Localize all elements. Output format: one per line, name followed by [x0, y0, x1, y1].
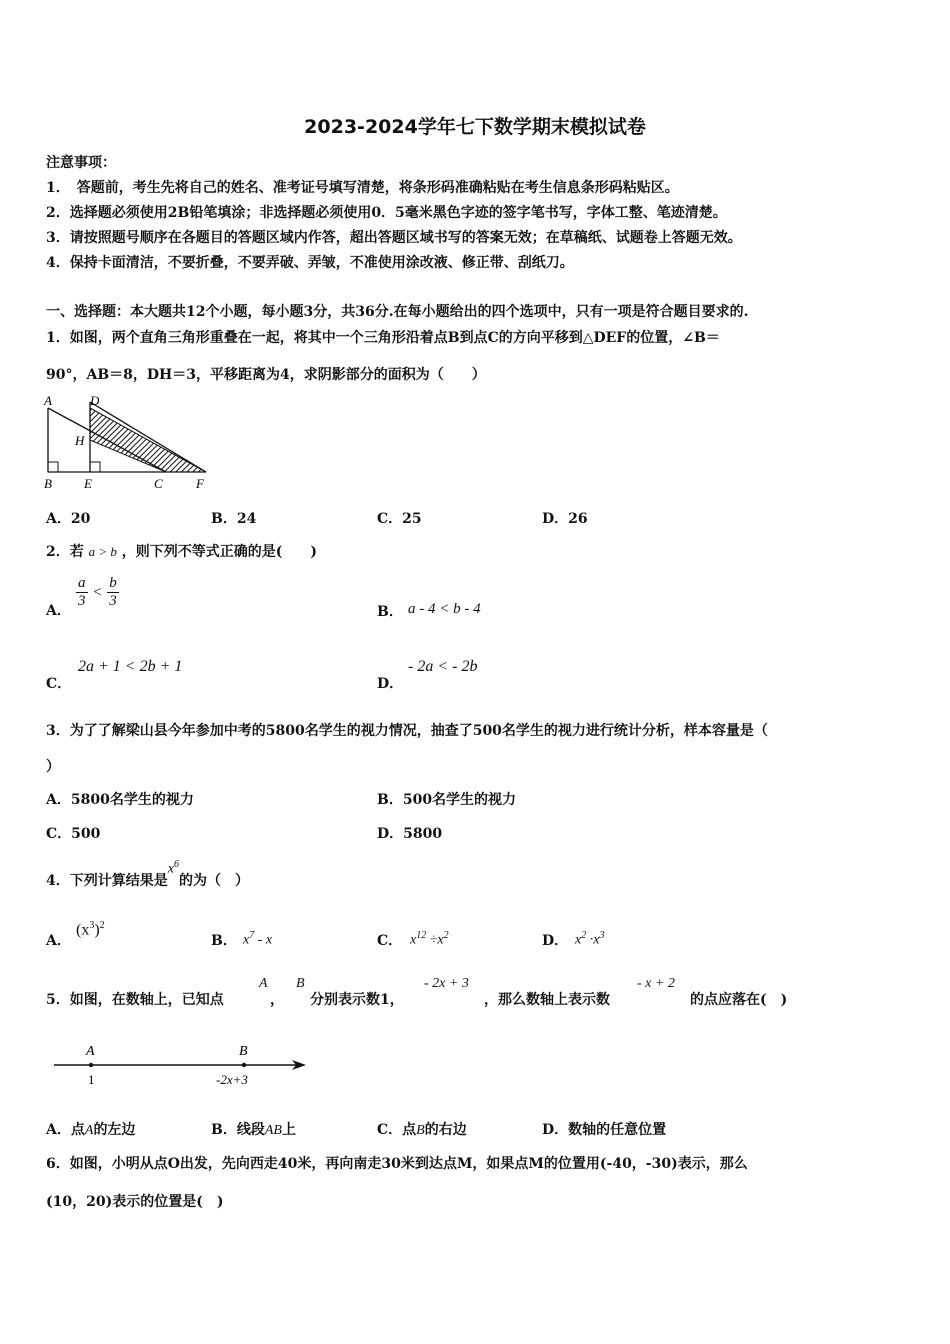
label-d: D	[90, 393, 100, 408]
q4-c-mid: ÷x	[426, 932, 444, 948]
q2-condition: a > b	[88, 544, 117, 559]
q3-line1: 3．为了了解梁山县今年参加中考的5800名学生的视力情况，抽查了500名学生的视力进行统计分析，样本容量是（	[46, 723, 768, 739]
q5-stem-pre: 5．如图，在数轴上，已知点	[46, 992, 224, 1008]
q1-option-d[interactable]: D．26	[542, 511, 588, 527]
q3-option-d[interactable]: D．5800	[377, 826, 443, 842]
q4-d-e2: 3	[599, 930, 605, 941]
q4-c-e1: 12	[416, 930, 427, 941]
q2-a-lt: <	[92, 584, 103, 601]
q4-a-e2: 2	[99, 920, 105, 931]
notice-item-4: 4．保持卡面清洁，不要折叠，不要弄破、弄皱，不准使用涂改液、修正带、刮纸刀。	[46, 255, 574, 271]
q2-option-c-label[interactable]: C．	[46, 676, 72, 692]
q2-post: ，则下列不等式正确的是( )	[121, 544, 318, 560]
q4-exp: 6	[173, 859, 179, 871]
q2-option-d-expr[interactable]: - 2a < - 2b	[408, 658, 478, 675]
q4-a-close: )	[94, 921, 100, 939]
q4-b-rest: - x	[254, 932, 273, 948]
q1-option-b[interactable]: B．24	[211, 511, 257, 527]
q1-triangle-figure	[40, 392, 220, 492]
axis-label-a: A	[86, 1044, 95, 1059]
q5-c-math: B	[416, 1123, 425, 1138]
q5-stem-expr1: - 2x + 3	[424, 976, 469, 991]
q4-option-a-expr[interactable]	[76, 920, 105, 939]
q2-pre: 2．若	[46, 544, 84, 560]
q2-b-den: 3	[109, 593, 117, 609]
q4-b-base: x	[243, 932, 250, 948]
q6-line1: 6．如图，小明从点O出发，先向西走40米，再向南走30米到达点M，如果点M的位置用(-40，-30)表示，那么	[46, 1156, 748, 1172]
q4-option-d-expr[interactable]	[575, 930, 604, 949]
q4-option-c-expr[interactable]	[410, 930, 449, 949]
right-angle-e	[90, 462, 100, 472]
point-a	[89, 1063, 93, 1067]
q1-option-a[interactable]: A．20	[46, 511, 91, 527]
q4-x: x	[167, 862, 174, 877]
q5-stem-expr2: - x + 2	[637, 976, 675, 991]
label-f: F	[196, 476, 204, 491]
q2-stem	[46, 541, 317, 561]
q6-line2: (10，20)表示的位置是( )	[46, 1194, 224, 1210]
q4-option-a-label[interactable]: A．	[46, 933, 71, 949]
right-angle-b	[48, 462, 58, 472]
q5-stem-mid: 分别表示数1，	[310, 992, 404, 1008]
q2-b-num: b	[109, 575, 117, 591]
point-b	[242, 1063, 246, 1067]
q1-line2: 90°，AB＝8，DH＝3，平移距离为4，求阴影部分的面积为（ ）	[46, 367, 486, 383]
q5-option-b[interactable]	[211, 1119, 296, 1139]
q5-b-post: 上	[281, 1122, 296, 1138]
q4-option-b-expr[interactable]	[243, 930, 272, 949]
q2-option-c-expr[interactable]: 2a + 1 < 2b + 1	[78, 658, 183, 675]
notice-item-1: 1． 答题前，考生先将自己的姓名、准考证号填写清楚，将条形码准确粘贴在考生信息条形码粘贴区。	[46, 180, 679, 196]
q4-option-b-label[interactable]: B．	[211, 933, 237, 949]
label-b: B	[44, 476, 52, 491]
axis-label-b: B	[239, 1044, 248, 1059]
notice-heading: 注意事项：	[46, 155, 116, 171]
q5-a-post: 的左边	[93, 1122, 136, 1138]
q5-option-c[interactable]	[377, 1119, 467, 1139]
q4-d-mid: ·x	[586, 932, 600, 948]
q2-option-a-label[interactable]: A．	[46, 603, 71, 619]
axis-label-one: 1	[88, 1072, 95, 1087]
label-c: C	[154, 476, 163, 491]
q4-a-base: (x	[76, 921, 90, 939]
q5-stem-post: 的点应落在( )	[690, 992, 788, 1008]
q3-option-a[interactable]: A．5800名学生的视力	[46, 792, 194, 808]
q4-a-e1: 3	[89, 920, 95, 931]
label-h: H	[75, 433, 85, 448]
q1-line1: 1．如图，两个直角三角形重叠在一起，将其中一个三角形沿着点B到点C的方向平移到△DEF的位置，∠B＝	[46, 330, 720, 346]
q1-option-c[interactable]: C．25	[377, 511, 422, 527]
q5-option-a[interactable]	[46, 1119, 135, 1139]
q4-pre: 4．下列计算结果是	[46, 873, 168, 889]
q3-option-c[interactable]: C．500	[46, 826, 101, 842]
q3-option-b[interactable]: B．500名学生的视力	[377, 792, 517, 808]
q4-c-base: x	[410, 932, 417, 948]
q2-a-den: 3	[78, 593, 86, 609]
q5-c-post: 的右边	[424, 1122, 467, 1138]
section-heading: 一、选择题：本大题共12个小题，每小题3分，共36分.在每小题给出的四个选项中，只有一项是符合题目要求的.	[46, 304, 749, 320]
q2-a-num: a	[78, 575, 86, 591]
label-e: E	[84, 476, 92, 491]
q4-b-e: 7	[249, 930, 255, 941]
q5-stem-comma: ，	[270, 992, 284, 1008]
label-a: A	[44, 393, 52, 408]
q2-option-b-label[interactable]: B．	[377, 604, 403, 620]
q2-option-b-expr[interactable]: a - 4 < b - 4	[408, 601, 481, 617]
page-title: 2023-2024学年七下数学期末模拟试卷	[304, 116, 646, 138]
notice-item-2: 2．选择题必须使用2B铅笔填涂；非选择题必须使用0．5毫米黑色字迹的签字笔书写，字体工整、笔迹清楚。	[46, 205, 727, 221]
q5-number-line	[48, 1038, 313, 1094]
q4-post: 的为（ ）	[178, 873, 249, 889]
q2-option-a-expr[interactable]	[76, 575, 119, 610]
q5-stem-mid2: ，那么数轴上表示数	[484, 992, 610, 1008]
q4-d-base: x	[575, 932, 582, 948]
q4-c-e2: 2	[443, 930, 449, 941]
q5-a-text: A．点	[46, 1122, 85, 1138]
q5-stem-b: B	[296, 976, 305, 991]
q4-stem	[46, 859, 249, 890]
q5-c-text: C．点	[377, 1122, 417, 1138]
q5-option-d[interactable]: D．数轴的任意位置	[542, 1122, 667, 1138]
q2-option-d-label[interactable]: D．	[377, 676, 404, 692]
q4-option-d-label[interactable]: D．	[542, 933, 569, 949]
q5-b-text: B．线段	[211, 1122, 265, 1138]
axis-label-expr: -2x+3	[216, 1072, 248, 1087]
q3-line2: ）	[46, 759, 60, 775]
q5-b-math: AB	[264, 1123, 282, 1138]
q5-a-math: A	[84, 1123, 94, 1138]
notice-item-3: 3．请按照题号顺序在各题目的答题区域内作答，超出答题区域书写的答案无效；在草稿纸、试题卷上答题无效。	[46, 230, 742, 246]
q5-stem-a: A	[259, 976, 268, 991]
q4-d-e1: 2	[581, 930, 587, 941]
q4-option-c-label[interactable]: C．	[377, 933, 403, 949]
